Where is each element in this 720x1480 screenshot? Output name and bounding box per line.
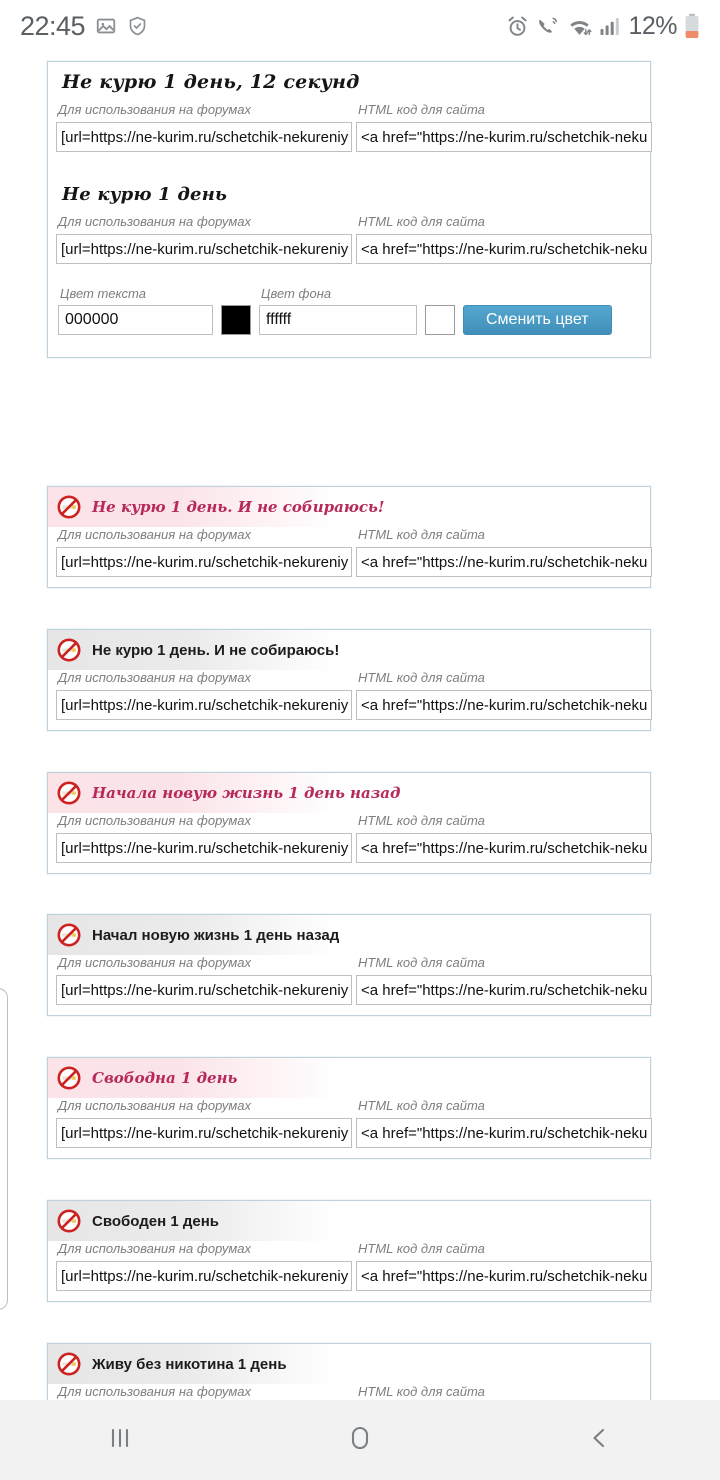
html-code-input[interactable]: <a href="https://ne-kurim.ru/schetchik-neku xyxy=(356,122,652,152)
home-icon xyxy=(344,1422,376,1459)
banner-row xyxy=(48,487,385,527)
forum-code-column xyxy=(56,1098,352,1148)
html-code-column xyxy=(356,102,652,152)
code-fields xyxy=(48,813,650,873)
offscreen-panel-edge xyxy=(0,988,8,1310)
banner-text: Живу без никотина 1 день xyxy=(92,1355,287,1373)
counter-card-7 xyxy=(47,1200,651,1302)
banner-text: Не курю 1 день xyxy=(62,183,228,205)
banner-row xyxy=(48,62,650,102)
no-smoking-icon xyxy=(56,494,82,520)
change-color-button[interactable]: Сменить цвет xyxy=(463,305,612,335)
html-code-column xyxy=(356,670,652,720)
forum-code-label: Для использования на форумах xyxy=(58,1241,252,1256)
image-icon xyxy=(95,15,117,37)
no-smoking-icon xyxy=(56,1351,82,1377)
back-icon xyxy=(585,1423,615,1458)
code-fields xyxy=(48,527,650,587)
html-code-label: HTML код для сайта xyxy=(358,813,485,828)
shield-check-icon xyxy=(127,15,148,37)
code-fields xyxy=(48,1098,650,1158)
forum-code-label: Для использования на форумах xyxy=(58,527,252,542)
banner-row xyxy=(48,630,340,670)
status-clock: 22:45 xyxy=(20,10,86,41)
code-fields xyxy=(48,102,650,162)
forum-code-input[interactable]: [url=https://ne-kurim.ru/schetchik-nekureniy xyxy=(56,690,352,720)
call-wifi-icon xyxy=(536,15,560,38)
forum-code-column xyxy=(56,955,352,1005)
no-smoking-icon xyxy=(56,1208,82,1234)
bg-color-group xyxy=(259,286,417,335)
html-code-column xyxy=(356,955,652,1005)
alarm-icon xyxy=(506,15,529,38)
forum-code-input[interactable]: [url=https://ne-kurim.ru/schetchik-nekureniy xyxy=(56,122,352,152)
banner-row xyxy=(48,174,650,214)
code-fields xyxy=(48,214,650,274)
html-code-input[interactable]: <a href="https://ne-kurim.ru/schetchik-neku xyxy=(356,1261,652,1291)
html-code-label: HTML код для сайта xyxy=(358,1098,485,1113)
forum-code-label: Для использования на форумах xyxy=(58,1384,252,1399)
html-code-label: HTML код для сайта xyxy=(358,1384,485,1399)
page-content xyxy=(0,52,720,1400)
html-code-column xyxy=(356,527,652,577)
counter-card-4 xyxy=(47,772,651,874)
forum-code-column xyxy=(56,214,352,264)
forum-code-label: Для использования на форумах xyxy=(58,670,252,685)
forum-code-input[interactable]: [url=https://ne-kurim.ru/schetchik-nekureniy xyxy=(56,975,352,1005)
forum-code-input[interactable]: [url=https://ne-kurim.ru/schetchik-nekureniy xyxy=(56,1118,352,1148)
html-code-column xyxy=(356,813,652,863)
bg-color-label: Цвет фона xyxy=(261,286,332,301)
recents-button[interactable] xyxy=(0,1423,240,1458)
code-fields xyxy=(48,1241,650,1301)
android-nav-bar xyxy=(0,1400,720,1480)
forum-code-input[interactable]: [url=https://ne-kurim.ru/schetchik-nekureniy xyxy=(56,1261,352,1291)
forum-code-label: Для использования на форумах xyxy=(58,813,252,828)
html-code-label: HTML код для сайта xyxy=(358,527,485,542)
color-controls-row xyxy=(48,274,650,357)
html-code-label: HTML код для сайта xyxy=(358,670,485,685)
html-code-input[interactable]: <a href="https://ne-kurim.ru/schetchik-neku xyxy=(356,833,652,863)
forum-code-input[interactable]: [url=https://ne-kurim.ru/schetchik-nekureniy xyxy=(56,234,352,264)
banner-text: Свободен 1 день xyxy=(92,1212,219,1230)
counter-card-1 xyxy=(47,61,651,358)
counter-card-5 xyxy=(47,914,651,1016)
counter-card-3 xyxy=(47,629,651,731)
status-bar xyxy=(0,0,720,52)
no-smoking-icon xyxy=(56,637,82,663)
forum-code-input[interactable]: [url=https://ne-kurim.ru/schetchik-nekureniy xyxy=(56,833,352,863)
html-code-label: HTML код для сайта xyxy=(358,214,485,229)
banner-text: Свободна 1 день xyxy=(92,1069,238,1087)
counter-card-2 xyxy=(47,486,651,588)
recents-icon xyxy=(105,1423,135,1458)
counter-card-6 xyxy=(47,1057,651,1159)
html-code-input[interactable]: <a href="https://ne-kurim.ru/schetchik-neku xyxy=(356,690,652,720)
back-button[interactable] xyxy=(480,1423,720,1458)
html-code-column xyxy=(356,1241,652,1291)
banner-row xyxy=(48,1344,336,1384)
forum-code-label: Для использования на форумах xyxy=(58,214,252,229)
banner-text: Начала новую жизнь 1 день назад xyxy=(92,784,401,802)
banner-row xyxy=(48,1201,336,1241)
status-bar-left xyxy=(20,11,148,42)
forum-code-column xyxy=(56,1241,352,1291)
html-code-label: HTML код для сайта xyxy=(358,102,485,117)
code-fields xyxy=(48,670,650,730)
html-code-label: HTML код для сайта xyxy=(358,955,485,970)
status-bar-right xyxy=(506,12,700,41)
banner-text: Не курю 1 день. И не собираюсь! xyxy=(92,498,385,516)
bg-color-input[interactable]: ffffff xyxy=(259,305,417,335)
html-code-column xyxy=(356,214,652,264)
bg-color-swatch[interactable] xyxy=(425,305,455,335)
forum-code-column xyxy=(56,102,352,152)
forum-code-input[interactable]: [url=https://ne-kurim.ru/schetchik-nekureniy xyxy=(56,547,352,577)
home-button[interactable] xyxy=(240,1422,480,1459)
forum-code-label: Для использования на форумах xyxy=(58,1098,252,1113)
html-code-label: HTML код для сайта xyxy=(358,1241,485,1256)
forum-code-label: Для использования на форумах xyxy=(58,102,252,117)
code-fields xyxy=(48,955,650,1015)
text-color-swatch[interactable] xyxy=(221,305,251,335)
battery-icon xyxy=(684,13,700,39)
banner-text: Не курю 1 день. И не собираюсь! xyxy=(92,641,340,659)
no-smoking-icon xyxy=(56,780,82,806)
html-code-input[interactable]: <a href="https://ne-kurim.ru/schetchik-neku xyxy=(356,1118,652,1148)
battery-percent: 12% xyxy=(628,11,677,40)
html-code-input[interactable]: <a href="https://ne-kurim.ru/schetchik-neku xyxy=(356,234,652,264)
forum-code-column xyxy=(56,527,352,577)
html-code-input[interactable]: <a href="https://ne-kurim.ru/schetchik-neku xyxy=(356,547,652,577)
banner-row xyxy=(48,773,401,813)
html-code-input[interactable]: <a href="https://ne-kurim.ru/schetchik-neku xyxy=(356,975,652,1005)
no-smoking-icon xyxy=(56,1065,82,1091)
banner-text: Начал новую жизнь 1 день назад xyxy=(92,926,340,944)
no-smoking-icon xyxy=(56,922,82,948)
html-code-column xyxy=(356,1098,652,1148)
text-color-group xyxy=(58,286,213,335)
signal-icon xyxy=(599,15,621,37)
banner-text: Не курю 1 день, 12 секунд xyxy=(62,71,360,93)
banner-row xyxy=(48,1058,338,1098)
banner-row xyxy=(48,915,340,955)
text-color-label: Цвет текста xyxy=(60,286,146,301)
text-color-input[interactable]: 000000 xyxy=(58,305,213,335)
forum-code-column xyxy=(56,813,352,863)
wifi-icon xyxy=(567,15,592,38)
forum-code-column xyxy=(56,670,352,720)
forum-code-label: Для использования на форумах xyxy=(58,955,252,970)
